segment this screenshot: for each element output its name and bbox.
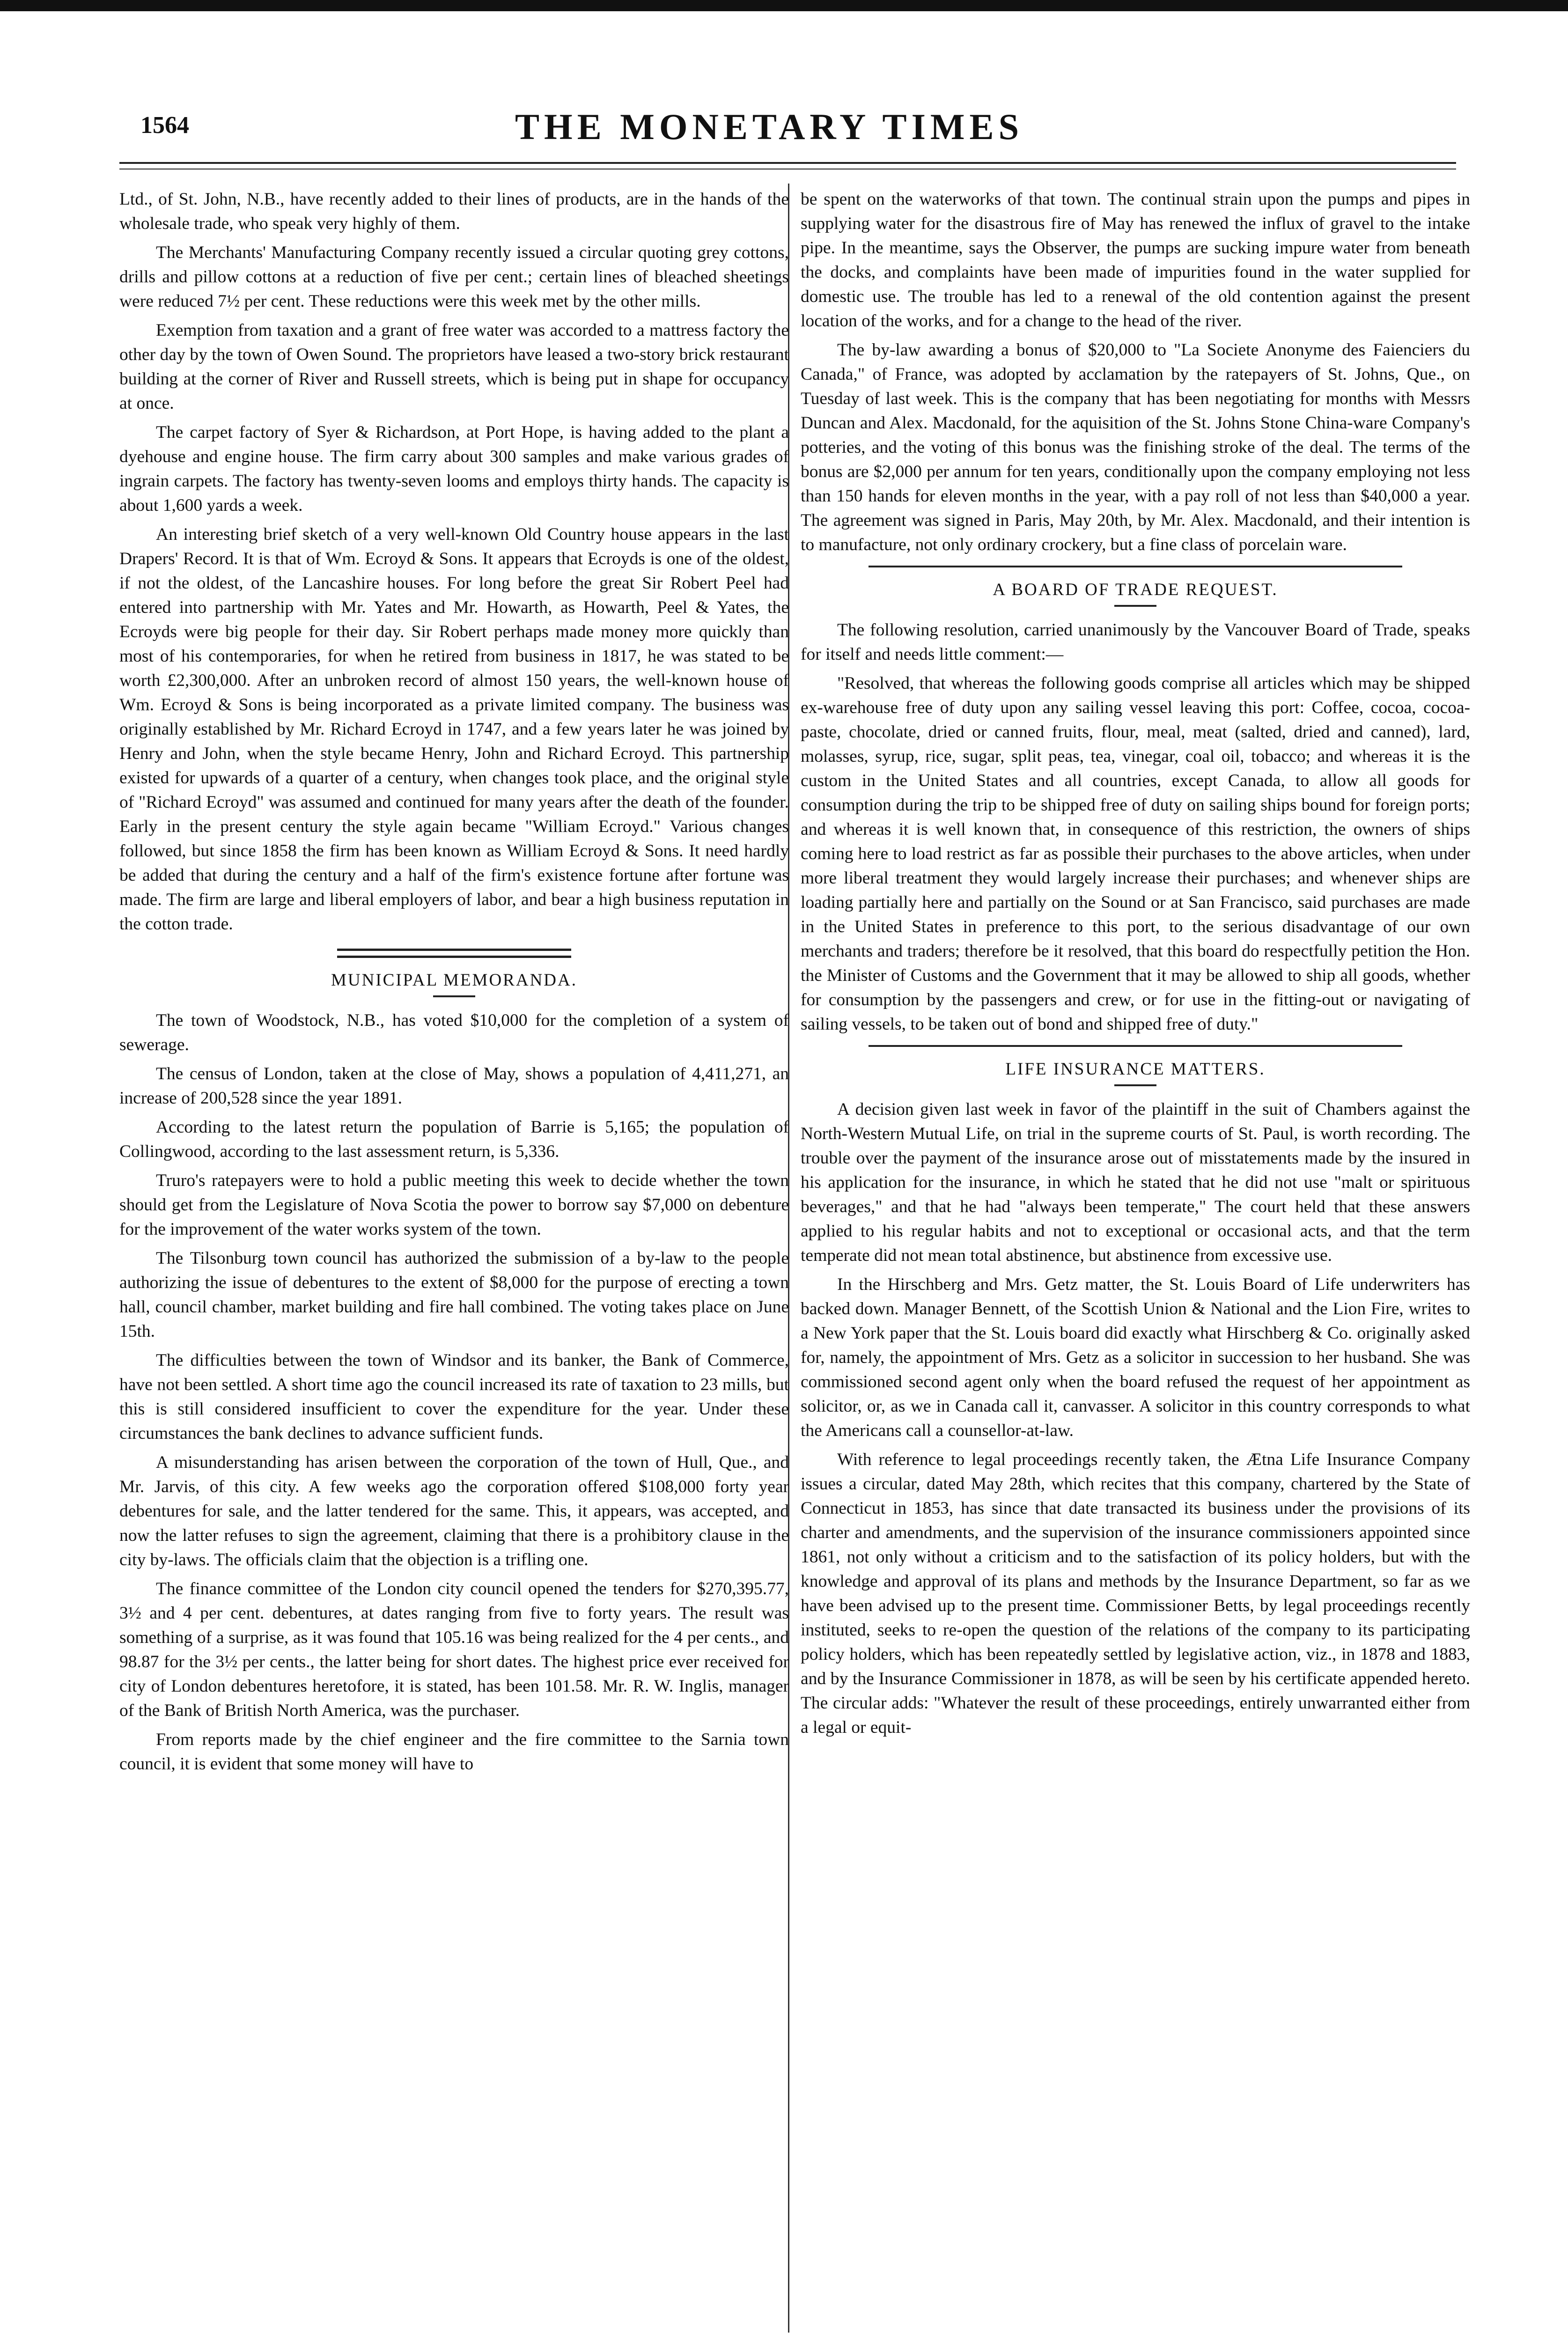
paragraph: Truro's ratepayers were to hold a public meeting this week to decide whether the town should get from the Legislature of Nova Scotia the power to borrow say $7,000 on debenture for the improvement of the water works system of the town. xyxy=(119,1171,789,1239)
paragraph: An interesting brief sketch of a very well-known Old Country house appears in the last Drapers' Record. It is that of Wm. Ecroyd & Sons. It appears that Ecroyds is one of the oldest, if not the oldest, of the Lancashire houses. For long before the great Sir Robert Peel had entered into partnership with Mr. Yates and Mr. Howarth, as Howarth, Peel & Yates, the Ecroyds were big people for their day. Sir Robert perhaps made money more quickly than most of his contemporaries, for when he retired from business in 1817, he was stated to be worth £2,300,000. After an unbroken record of almost 150 years, the well-known house of Wm. Ecroyd & Sons is being incorporated as a private limited company. The business was originally established by Mr. Richard Ecroyd in 1747, and a few years later he was joined by Henry and John, when the style became Henry, John and Richard Ecroyd. This partnership existed for upwards of a quarter of a century, when changes took place, and the original style of "Richard Ecroyd" was assumed and continued for many years after the death of the founder. Early in the present century the style again became "William Ecroyd." Various changes followed, but since 1858 the firm has been known as William Ecroyd & Sons. It need hardly be added that during the century and a half of the firm's existence fortune after fortune was made. The firm are large and liberal employers of labor, and bear a high business reputation in the cotton trade. xyxy=(119,525,789,934)
top-edge-bar xyxy=(0,0,1568,11)
heading-underline xyxy=(1114,605,1156,607)
section-divider xyxy=(869,566,1402,567)
masthead-title: THE MONETARY TIMES xyxy=(515,106,1023,147)
paragraph: be spent on the waterworks of that town. The continual strain upon the pumps and pipes in supplying water for the disastrous fire of May has renewed the influx of gravel to the intake pipe. In the meantime, says the Observer, the pumps are sucking impure water from beneath the docks, and complaints have been made of impurities found in the water supplied for domestic use. The trouble has led to a renewal of the old contention against the present location of the works, and for a change to the head of the river. xyxy=(801,190,1470,331)
page-number: 1564 xyxy=(140,112,189,139)
section-heading-board-of-trade: A BOARD OF TRADE REQUEST. xyxy=(993,580,1278,599)
heading-underline xyxy=(1114,1084,1156,1086)
paragraph: The census of London, taken at the close of May, shows a population of 4,411,271, an increase of 200,528 since the year 1891. xyxy=(119,1064,789,1108)
section-heading-municipal: MUNICIPAL MEMORANDA. xyxy=(331,971,577,990)
paragraph: Ltd., of St. John, N.B., have recently added to their lines of products, are in the hands of the wholesale trade, who speak very highly of them. xyxy=(119,190,789,233)
right-column xyxy=(801,187,1470,1745)
paragraph: The town of Woodstock, N.B., has voted $10,000 for the completion of a system of sewerage. xyxy=(119,1011,789,1054)
heading-underline xyxy=(433,995,475,997)
paragraph: In the Hirschberg and Mrs. Getz matter, the St. Louis Board of Life underwriters has backed down. Manager Bennett, of the Scottish Union & National and the Lion Fire, writes to a New York paper that the St. Louis board did exactly what Hirschberg & Co. originally asked for, namely, the appointment of Mrs. Getz as a solicitor in succession to her husband. She was commissioned second agent only when the board refused the request of her appointment as solicitor, or, as we in Canada call it, canvasser. A solicitor in this country corresponds to what the Americans call a counsellor-at-law. xyxy=(801,1275,1470,1440)
paragraph: The Tilsonburg town council has authorized the submission of a by-law to the people authorizing the issue of debentures to the extent of $8,000 for the purpose of erecting a town hall, council chamber, market building and fire hall combined. The voting takes place on June 15th. xyxy=(119,1249,789,1341)
section-divider xyxy=(869,1045,1402,1047)
paragraph: With reference to legal proceedings recently taken, the Ætna Life Insurance Company issues a circular, dated May 28th, which recites that this company, chartered by the State of Connecticut in 1853, has since that date transacted its business under the provisions of its charter and amendments, and the supervision of the insurance commissioners appointed since 1861, not only without a criticism and to the satisfaction of its policy holders, but with the knowledge and approval of its plans and methods by the Insurance Department, so far as we have been advised up to the present time. Commissioner Betts, by legal proceedings recently instituted, seeks to re-open the question of the relations of the company to its participating policy holders, which has been repeatedly settled by legislative action, viz., in 1878 and 1883, and by the Insurance Commissioner in 1878, as will be seen by his certificate appended hereto. The circular adds: "Whatever the result of these proceedings, entirely unwarranted either from a legal or equit- xyxy=(801,1450,1470,1737)
paragraph: According to the latest return the population of Barrie is 5,165; the population of Collingwood, according to the last assessment return, is 5,336. xyxy=(119,1118,789,1161)
header-rule-top xyxy=(119,162,1456,164)
paragraph: The following resolution, carried unanimously by the Vancouver Board of Trade, speaks for itself and needs little comment:— xyxy=(801,620,1470,664)
paragraph: From reports made by the chief engineer and the fire committee to the Sarnia town council, it is evident that some money will have to xyxy=(119,1730,789,1774)
paragraph: The Merchants' Manufacturing Company recently issued a circular quoting grey cottons, drills and pillow cottons at a reduction of five per cent.; certain lines of bleached sheetings were reduced 7½ per cent. These reductions were this week met by the other mills. xyxy=(119,243,789,311)
paragraph: A decision given last week in favor of the plaintiff in the suit of Chambers against the North-Western Mutual Life, on trial in the supreme courts of St. Paul, is worth recording. The trouble over the payment of the insurance arose out of misstatements made by the insured in his application for the insurance, in which he stated that he did not use "malt or spirituous beverages," and that he had "always been temperate," The court held that these answers applied to his regular habits and not to exceptional or occasional acts, and that the term temperate did not mean total abstinence, but abstinence from excessive use. xyxy=(801,1100,1470,1265)
paragraph: A misunderstanding has arisen between the corporation of the town of Hull, Que., and Mr. Jarvis, of this city. A few weeks ago the corporation offered $108,000 forty year debentures for sale, and the latter tendered for the same. This, it appears, was accepted, and now the latter refuses to sign the agreement, claiming that there is a prohibitory clause in the city by-laws. The officials claim that the objection is a trifling one. xyxy=(119,1453,789,1569)
paragraph: The by-law awarding a bonus of $20,000 to "La Societe Anonyme des Faienciers du Canada," of France, was adopted by acclamation by the ratepayers of St. Johns, Que., on Tuesday of last week. This is the company that has been negotiating for months with Messrs Duncan and Alex. Macdonald, for the aquisition of the St. Johns Stone China-ware Company's potteries, and the voting of this bonus was the finishing stroke of the deal. The terms of the bonus are $2,000 per annum for ten years, conditionally upon the company employing not less than 150 hands for eleven months in the year, with a pay roll of not less than $40,000 a year. The agreement was signed in Paris, May 20th, by Mr. Alex. Macdonald, and their intention is to manufacture, not only ordinary crockery, but a fine class of porcelain ware. xyxy=(801,340,1470,554)
left-column xyxy=(119,187,789,1781)
section-heading-life-insurance: LIFE INSURANCE MATTERS. xyxy=(1005,1060,1266,1079)
paragraph: Exemption from taxation and a grant of free water was accorded to a mattress factory the other day by the town of Owen Sound. The proprietors have leased a two-story brick restaurant building at the corner of River and Russell streets, which is being put in shape for occupancy at once. xyxy=(119,321,789,413)
section-divider xyxy=(337,949,571,958)
paragraph: The finance committee of the London city council opened the tenders for $270,395.77, 3½ and 4 per cent. debentures, at dates ranging from five to forty years. The result was something of a surprise, as it was found that 105.16 was being realized for the 4 per cents., and 98.87 for the 3½ per cents., the latter being for short dates. The highest price ever received for city of London debentures heretofore, it is stated, has been 101.58. Mr. R. W. Inglis, manager of the Bank of British North America, was the purchaser. xyxy=(119,1579,789,1720)
paragraph: "Resolved, that whereas the following goods comprise all articles which may be shipped ex-warehouse free of duty upon any sailing vessel leaving this port: Coffee, cocoa, cocoa-paste, chocolate, dried or canned fruits, flour, meal, meat (salted, dried and canned), lard, molasses, syrup, rice, sugar, split peas, tea, vinegar, coal oil, tobacco; and whereas it is the custom in the United States and all countries, except Canada, to allow all goods for consumption during the trip to be shipped free of duty on sailing ships bound for foreign ports; and whereas it is well known that, in consequence of this restriction, the owners of ships coming here to load restrict as far as possible their purchases to the above articles, when under more liberal treatment they would largely increase their purchases; and whenever ships are loading partially here and partially on the Sound or at San Francisco, said purchases are made in the United States in preference to this port, to the serious disadvantage of our own merchants and traders; therefore be it resolved, that this board do respectfully petition the Hon. the Minister of Customs and the Government that it may be allowed to ship all goods, whether for consumption by the passengers and crew, or for use in the fitting-out or navigating of sailing vessels, to be taken out of bond and shipped free of duty." xyxy=(801,674,1470,1034)
paragraph: The carpet factory of Syer & Richardson, at Port Hope, is having added to the plant a dyehouse and engine house. The firm carry about 300 samples and make various grades of ingrain carpets. The factory has twenty-seven looms and employs thirty hands. The capacity is about 1,600 yards a week. xyxy=(119,423,789,515)
paragraph: The difficulties between the town of Windsor and its banker, the Bank of Commerce, have not been settled. A short time ago the council increased its rate of taxation to 23 mills, but this is still considered insufficient to cover the expenditure for the year. Under these circumstances the bank declines to advance sufficient funds. xyxy=(119,1351,789,1443)
